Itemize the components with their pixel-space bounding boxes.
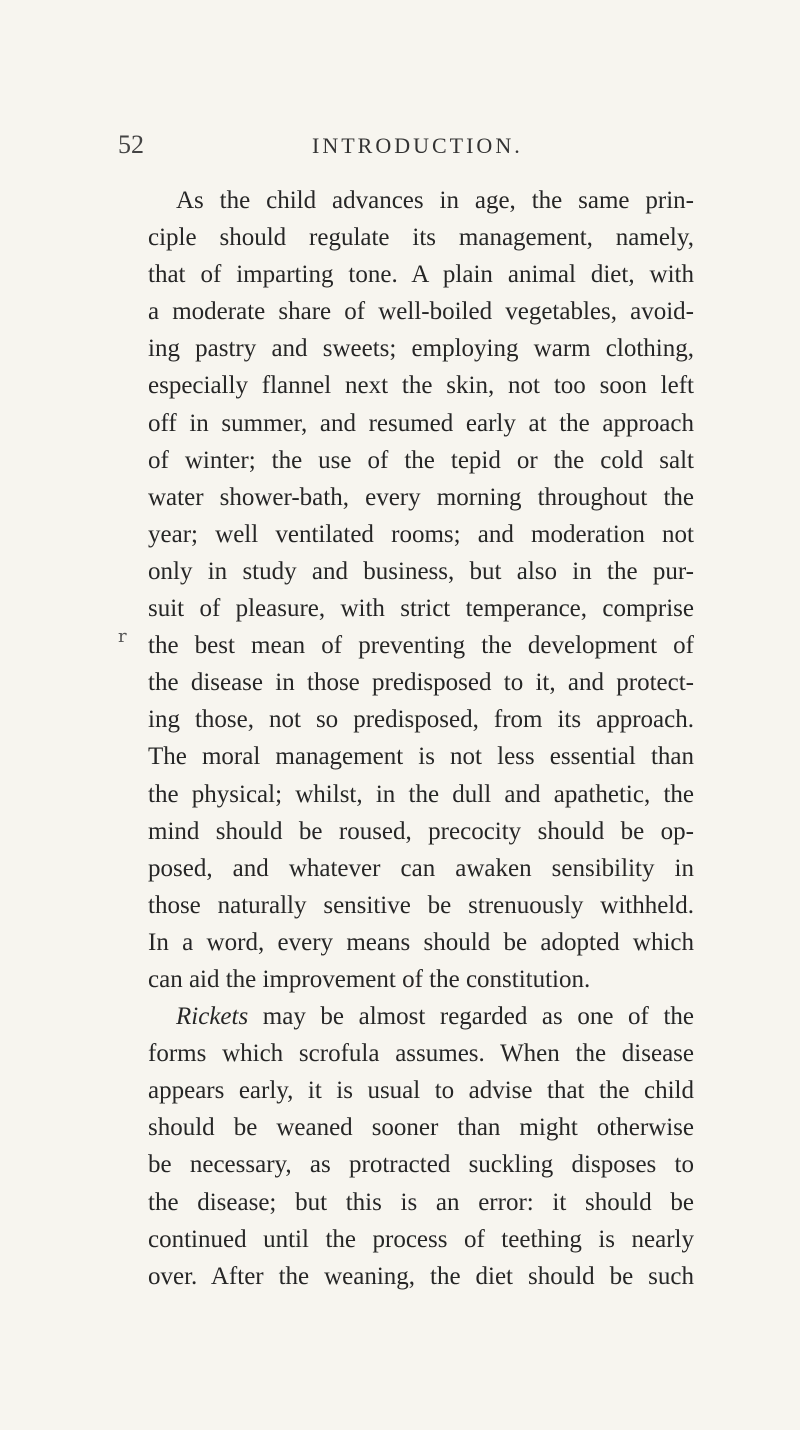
text-line: mind should be roused, precocity should be op- xyxy=(148,817,694,845)
text-line: continued until the process of teething is nearly xyxy=(148,1225,694,1253)
text-line: year; well ventilated rooms; and moderation not xyxy=(148,520,694,548)
text-line: ciple should regulate its management, namely, xyxy=(148,224,694,252)
margin-mark: r xyxy=(118,626,127,647)
text-line: the disease; but this is an error: it should be xyxy=(148,1188,694,1216)
text-line: the physical; whilst, in the dull and apathetic, the xyxy=(148,780,694,808)
text-line: be necessary, as protracted suckling disposes to xyxy=(148,1151,694,1179)
text-line: only in study and business, but also in the pur- xyxy=(148,557,694,585)
text-span: may be almost regarded as one of the xyxy=(248,1003,694,1031)
text-line: ing pastry and sweets; employing warm clothing, xyxy=(148,335,694,363)
text-line: the best mean of preventing the development of xyxy=(148,632,694,660)
text-line: that of imparting tone. A plain animal diet, with xyxy=(148,261,694,289)
running-head xyxy=(0,130,800,170)
text-line: The moral management is not less essential than xyxy=(148,743,694,771)
text-line: the disease in those predisposed to it, and protect- xyxy=(148,669,694,697)
text-line: of winter; the use of the tepid or the cold salt xyxy=(148,446,694,474)
text-line: ing those, not so predisposed, from its approach. xyxy=(148,706,694,734)
text-line: should be weaned sooner than might otherwise xyxy=(148,1114,694,1142)
text-line: over. After the weaning, the diet should be such xyxy=(148,1262,694,1290)
text-line: forms which scrofula assumes. When the disease xyxy=(148,1040,694,1068)
text-line: water shower-bath, every morning throughout the xyxy=(148,483,694,511)
text-line: those naturally sensitive be strenuously withheld. xyxy=(148,891,694,919)
text-line: can aid the improvement of the constitution. xyxy=(148,965,591,993)
text-line: posed, and whatever can awaken sensibility in xyxy=(148,854,694,882)
body-text xyxy=(148,182,694,1295)
text-line: off in summer, and resumed early at the approach xyxy=(148,409,694,437)
text-line: a moderate share of well-boiled vegetables, avoid- xyxy=(148,298,694,326)
text-line: suit of pleasure, with strict temperance, comprise xyxy=(148,595,694,623)
text-line xyxy=(148,998,694,1035)
text-line: especially flannel next the skin, not too soon left xyxy=(148,372,694,400)
text-line: As the child advances in age, the same prin- xyxy=(176,187,694,214)
text-line: appears early, it is usual to advise that the child xyxy=(148,1077,694,1105)
running-title: INTRODUCTION. xyxy=(312,133,523,158)
paragraph-1 xyxy=(148,182,694,998)
text-line: In a word, every means should be adopted which xyxy=(148,928,694,956)
rickets-term: Rickets xyxy=(176,1003,249,1031)
paragraph-2 xyxy=(148,998,694,1295)
page-number: 52 xyxy=(118,130,144,159)
